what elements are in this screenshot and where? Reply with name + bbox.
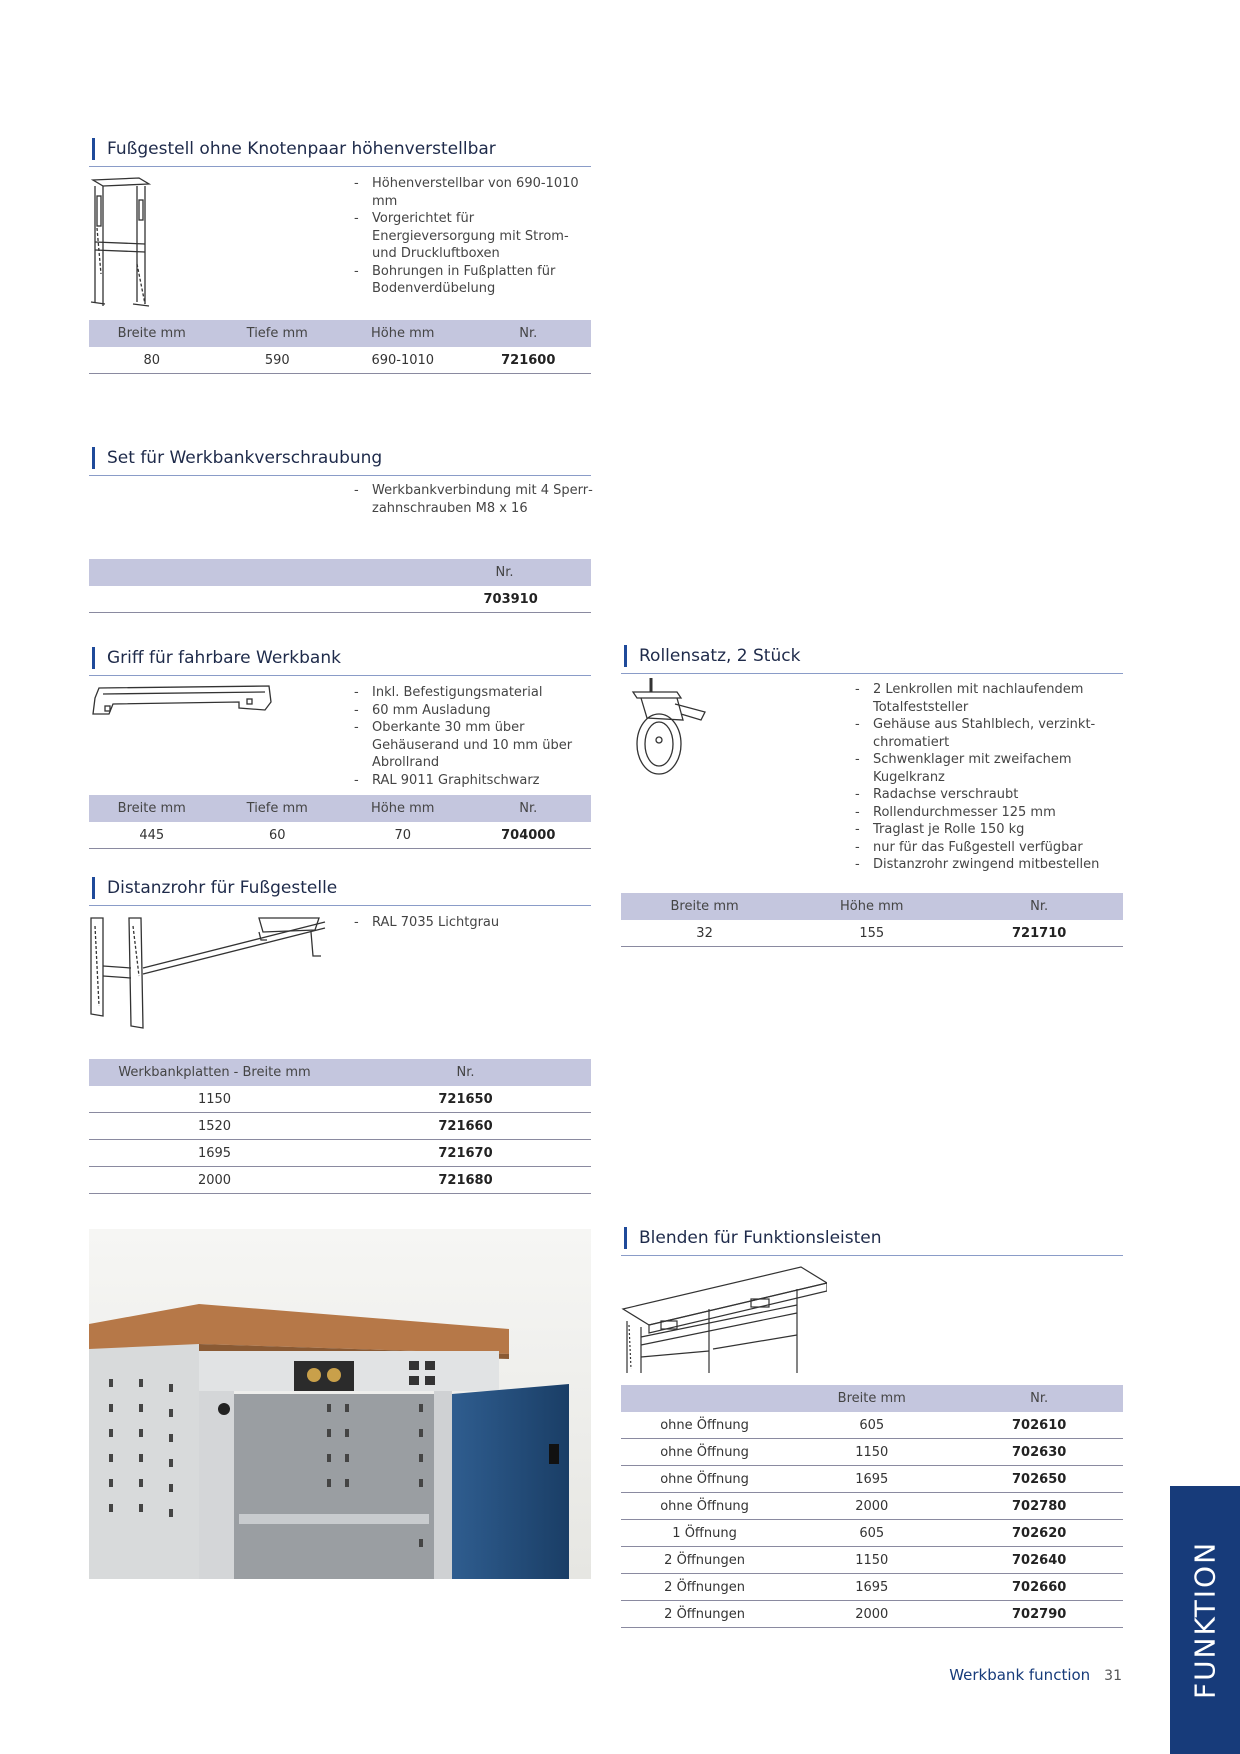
column-header: Breite mm: [89, 795, 215, 822]
column-header: Nr.: [466, 320, 592, 347]
column-header: Breite mm: [621, 893, 788, 920]
table-cell: 605: [788, 1520, 955, 1547]
table-header-row: [89, 795, 591, 822]
rollensatz-features: [855, 681, 1125, 874]
table-row: [621, 1601, 1123, 1628]
section-title: Griff für fahrbare Werkbank: [89, 641, 591, 676]
table-cell: 2000: [788, 1601, 955, 1628]
article-number: 702660: [955, 1574, 1123, 1601]
table-cell: 1150: [788, 1547, 955, 1574]
table-row: [89, 1140, 591, 1167]
article-number: 721600: [466, 347, 592, 374]
column-header: Nr.: [955, 1385, 1123, 1412]
table-cell: 1520: [89, 1113, 340, 1140]
table-cell: 1695: [788, 1574, 955, 1601]
table-cell: ohne Öffnung: [621, 1439, 788, 1466]
griff-table: [89, 795, 591, 849]
table-row: [621, 1439, 1123, 1466]
column-header: Nr.: [955, 893, 1123, 920]
column-header: Tiefe mm: [215, 795, 341, 822]
feature-item: - RAL 9011 Graphitschwarz: [354, 772, 594, 790]
blenden-illustration: [621, 1265, 827, 1375]
table-cell: ohne Öffnung: [621, 1412, 788, 1439]
section-title: Rollensatz, 2 Stück: [621, 639, 1123, 674]
feature-item: - 60 mm Ausladung: [354, 702, 594, 720]
section-griff: [89, 641, 591, 676]
distanzrohr-illustration: [89, 916, 329, 1031]
footer-label: Werkbank function: [949, 1666, 1091, 1684]
column-header: Tiefe mm: [215, 320, 341, 347]
column-header: Nr.: [466, 559, 592, 586]
table-cell: 80: [89, 347, 215, 374]
page-footer: [949, 1666, 1122, 1684]
table-row: [621, 1466, 1123, 1493]
article-number: 721710: [955, 920, 1123, 947]
column-header: Höhe mm: [340, 320, 466, 347]
article-number: 702630: [955, 1439, 1123, 1466]
section-title: Fußgestell ohne Knotenpaar höhenverstellbar: [89, 132, 591, 167]
feature-item: - Inkl. Befestigungsmaterial: [354, 684, 594, 702]
feature-item: - Werkbankverbindung mit 4 Sperrzahnschrauben M8 x 16: [354, 482, 594, 517]
table-row: [621, 1412, 1123, 1439]
section-title: Set für Werkbankverschraubung: [89, 441, 591, 476]
chapter-tab-label: FUNKTION: [1188, 1540, 1222, 1700]
table-row: [621, 1574, 1123, 1601]
article-number: 702640: [955, 1547, 1123, 1574]
feature-item: - Traglast je Rolle 150 kg: [855, 821, 1125, 839]
feature-item: - Rollendurchmesser 125 mm: [855, 804, 1125, 822]
table-cell: 590: [215, 347, 341, 374]
page-number: 31: [1104, 1668, 1122, 1684]
feature-item: - RAL 7035 Lichtgrau: [354, 914, 594, 932]
column-header: Höhe mm: [340, 795, 466, 822]
table-header-row: [89, 559, 591, 586]
table-header-row: [89, 1059, 591, 1086]
section-distanzrohr: [89, 871, 591, 906]
empty-header: [89, 559, 466, 586]
table-cell: 60: [215, 822, 341, 849]
table-cell: 2000: [788, 1493, 955, 1520]
section-title: Blenden für Funktionsleisten: [621, 1221, 1123, 1256]
article-number: 704000: [466, 822, 592, 849]
griff-illustration: [89, 684, 274, 718]
table-row: [621, 920, 1123, 947]
table-cell: 1 Öffnung: [621, 1520, 788, 1547]
feature-item: - Distanzrohr zwingend mitbestellen: [855, 856, 1125, 874]
fussgestell-illustration: [89, 174, 154, 310]
table-cell: 155: [788, 920, 955, 947]
blenden-table: [621, 1385, 1123, 1628]
caster-illustration: [625, 678, 715, 778]
table-header-row: [621, 893, 1123, 920]
article-number: 721650: [340, 1086, 591, 1113]
chapter-tab: [1170, 1486, 1240, 1754]
table-header-row: [89, 320, 591, 347]
feature-item: - Oberkante 30 mm über Gehäuserand und 10 mm über Abrollrand: [354, 719, 594, 772]
table-cell: 605: [788, 1412, 955, 1439]
table-cell: ohne Öffnung: [621, 1466, 788, 1493]
feature-item: - nur für das Fußgestell verfügbar: [855, 839, 1125, 857]
set-table: [89, 559, 591, 613]
table-cell: 1695: [89, 1140, 340, 1167]
table-cell: 1695: [788, 1466, 955, 1493]
fussgestell-table: [89, 320, 591, 374]
table-row: [89, 1113, 591, 1140]
feature-item: - Gehäuse aus Stahlblech, verzinkt-chromatiert: [855, 716, 1125, 751]
table-cell: ohne Öffnung: [621, 1493, 788, 1520]
column-header: Höhe mm: [788, 893, 955, 920]
table-row: [621, 1493, 1123, 1520]
article-number: 721680: [340, 1167, 591, 1194]
article-number: 702610: [955, 1412, 1123, 1439]
table-row: [621, 1520, 1123, 1547]
fussgestell-features: [354, 175, 594, 298]
section-fussgestell: [89, 132, 591, 167]
section-title: Distanzrohr für Fußgestelle: [89, 871, 591, 906]
column-header: Nr.: [340, 1059, 591, 1086]
table-cell: [89, 586, 466, 613]
article-number: 721660: [340, 1113, 591, 1140]
column-header: Nr.: [466, 795, 592, 822]
table-cell: 32: [621, 920, 788, 947]
table-cell: 1150: [788, 1439, 955, 1466]
article-number: 702620: [955, 1520, 1123, 1547]
article-number: 721670: [340, 1140, 591, 1167]
feature-item: - Radachse verschraubt: [855, 786, 1125, 804]
section-rollensatz: [621, 639, 1123, 674]
table-cell: 1150: [89, 1086, 340, 1113]
article-number: 703910: [466, 586, 592, 613]
article-number: 702780: [955, 1493, 1123, 1520]
feature-item: - Vorgerichtet für Energieversorgung mit Strom- und Druckluftboxen: [354, 210, 594, 263]
table-row: [89, 1167, 591, 1194]
feature-item: - Höhenverstellbar von 690-1010 mm: [354, 175, 594, 210]
rollensatz-table: [621, 893, 1123, 947]
column-header: Werkbankplatten - Breite mm: [89, 1059, 340, 1086]
column-header: [621, 1385, 788, 1412]
article-number: 702650: [955, 1466, 1123, 1493]
distanzrohr-features: [354, 914, 594, 932]
table-row: [89, 822, 591, 849]
column-header: Breite mm: [788, 1385, 955, 1412]
table-cell: 445: [89, 822, 215, 849]
table-row: [621, 1547, 1123, 1574]
table-row: [89, 586, 591, 613]
table-row: [89, 347, 591, 374]
table-cell: 2 Öffnungen: [621, 1547, 788, 1574]
workbench-photo: [89, 1229, 591, 1579]
feature-item: - 2 Lenkrollen mit nachlaufendem Totalfeststeller: [855, 681, 1125, 716]
table-cell: 2 Öffnungen: [621, 1574, 788, 1601]
section-set: [89, 441, 591, 476]
distanzrohr-table: [89, 1059, 591, 1194]
column-header: Breite mm: [89, 320, 215, 347]
griff-features: [354, 684, 594, 789]
feature-item: - Bohrungen in Fußplatten für Bodenverdübelung: [354, 263, 594, 298]
table-cell: 2000: [89, 1167, 340, 1194]
section-blenden: [621, 1221, 1123, 1256]
feature-item: - Schwenklager mit zweifachem Kugelkranz: [855, 751, 1125, 786]
table-row: [89, 1086, 591, 1113]
set-features: [354, 482, 594, 517]
article-number: 702790: [955, 1601, 1123, 1628]
table-cell: 70: [340, 822, 466, 849]
table-cell: 690-1010: [340, 347, 466, 374]
table-cell: 2 Öffnungen: [621, 1601, 788, 1628]
table-header-row: [621, 1385, 1123, 1412]
